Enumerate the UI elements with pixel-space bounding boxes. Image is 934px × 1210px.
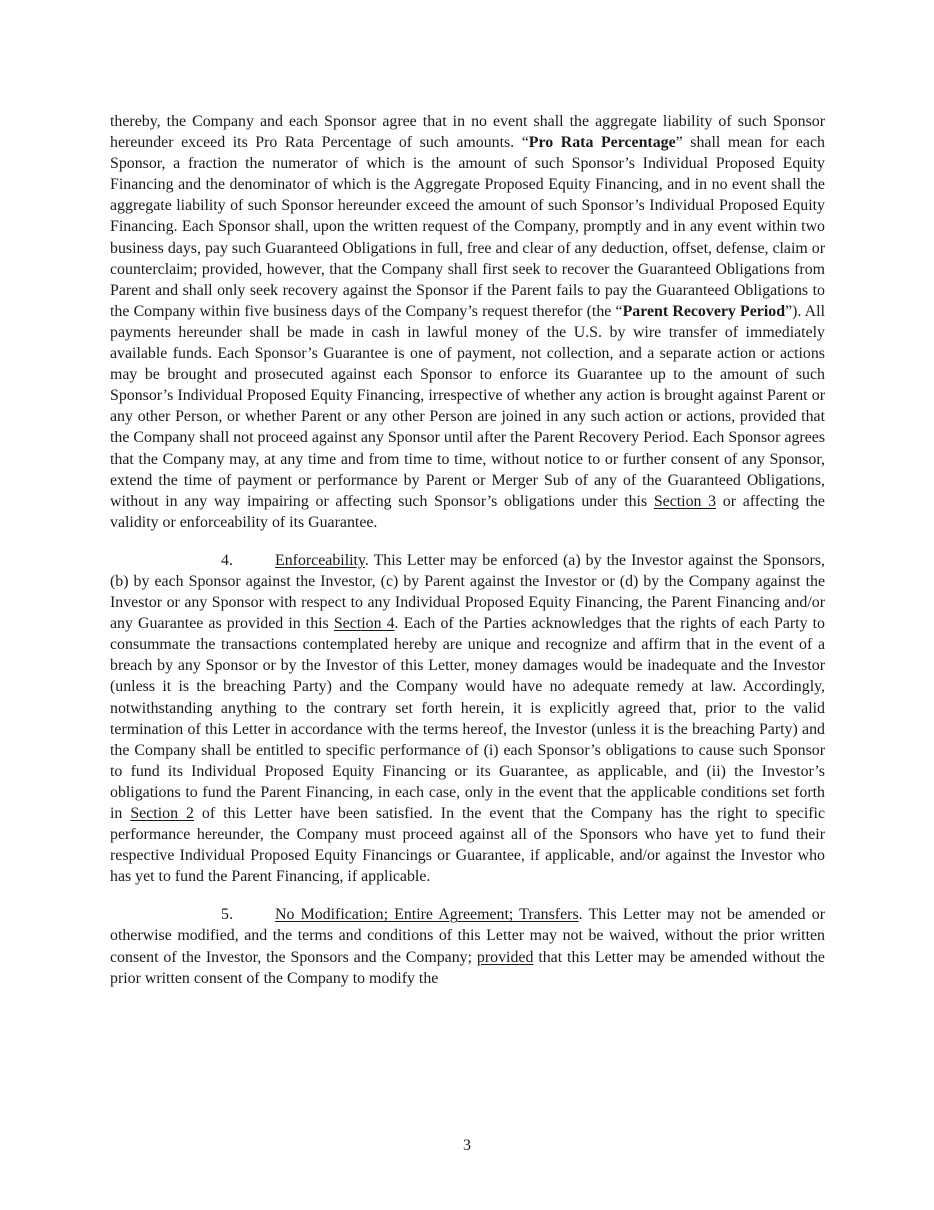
section-reference: Section 4 (333, 615, 395, 633)
paragraph-guarantee-continued (110, 111, 825, 533)
text-run: . This Letter may be enforced (a) by the Investor against the Sponsors, (b) by each Sponsor against the Investor, (c) by Parent against the Investor or (d) by the Company against the Investor or any Sponsor with respect to any Individual Proposed Equity Financing, the Parent Financing and/or any Guarantee as provided in this (110, 551, 825, 633)
text-run: that this Letter may be amended without the prior written consent of the Company to modify the (110, 948, 825, 987)
section-5-paragraph (110, 904, 825, 988)
text-run: ” shall mean for each Sponsor, a fraction the numerator of which is the amount of such Sponsor’s Individual Proposed Equity Financing and the denominator of which is the Aggregate Proposed Equity Financing, and in no event shall the aggregate liability of such Sponsor hereunder exceed the amount of such Sponsor’s Individual Proposed Equity Financing. Each Sponsor shall, upon the written request of the Company, promptly and in any event within two business days, pay such Guaranteed Obligations in full, free and clear of any deduction, offset, defense, claim or counterclaim; provided, however, that the Company shall first seek to recover the Guaranteed Obligations from Parent and shall only seek recovery against the Sponsor if the Parent fails to pay the Guaranteed Obligations to the Company within five business days of the Company’s request therefor (the “ (110, 134, 825, 320)
text-run: thereby, the Company and each Sponsor agree that in no event shall the aggregate liability of such Sponsor hereunder exceed its Pro Rata Percentage of such amounts. “ (110, 113, 825, 152)
section-4-paragraph (110, 550, 825, 888)
section-number: 4. (221, 551, 233, 569)
text-run: ”). All payments hereunder shall be made in cash in lawful money of the U.S. by wire transfer of immediately available funds. Each Sponsor’s Guarantee is one of payment, not collection, and a separate action or actions may be brought and prosecuted against each Sponsor to enforce its Guarantee up to the amount of such Sponsor’s Individual Proposed Equity Financing, irrespective of whether any action is brought against Parent or any other Person, or whether Parent or any other Person are joined in any such action or actions, provided that the Company shall not proceed against any Sponsor until after the Parent Recovery Period. Each Sponsor agrees that the Company may, at any time and from time to time, without notice to or further consent of any Sponsor, extend the time of payment or performance by Parent or Merger Sub of any of the Guaranteed Obligations, without in any way impairing or affecting such Sponsor’s obligations under this (110, 302, 825, 510)
section-number: 5. (221, 906, 233, 924)
section-reference: Section 2 (130, 805, 194, 822)
section-heading: Enforceability (275, 551, 365, 569)
proviso-term: provided (476, 948, 534, 966)
text-run: or affecting the validity or enforceability of its Guarantee. (110, 492, 825, 531)
defined-term-pro-rata-percentage: Pro Rata Percentage (528, 134, 676, 152)
section-reference: Section 3 (653, 492, 717, 510)
document-body (110, 111, 825, 989)
text-run: of this Letter have been satisfied. In the event that the Company has the right to specific performance hereunder, the Company must proceed against all of the Sponsors who have yet to fund their respective Individual Proposed Equity Financings or Guarantee, if applicable, and/or against the Investor who has yet to fund the Parent Financing, if applicable. (110, 805, 825, 886)
page-number: 3 (463, 1137, 471, 1154)
defined-term-parent-recovery-period: Parent Recovery Period (622, 302, 786, 320)
text-run: . Each of the Parties acknowledges that the rights of each Party to consummate the transactions contemplated hereby are unique and recognize and affirm that in the event of a breach by any Sponsor or by the Investor of this Letter, money damages would be inadequate and the Investor (unless it is the breaching Party) and the Company would have no adequate remedy at law. Accordingly, notwithstanding anything to the contrary set forth herein, it is explicitly agreed that, prior to the valid termination of this Letter in accordance with the terms hereof, the Investor (unless it is the breaching Party) and the Company shall be entitled to specific performance of (i) each Sponsor’s obligations to cause such Sponsor to fund its Individual Proposed Equity Financing or its Guarantee, as applicable, and (ii) the Investor’s obligations to fund the Parent Financing, in each case, only in the event that the applicable conditions set forth in (110, 615, 825, 822)
text-run: . This Letter may not be amended or otherwise modified, and the terms and conditions of this Letter may not be waived, without the prior written consent of the Investor, the Sponsors and the Company; (110, 906, 825, 966)
section-heading: No Modification; Entire Agreement; Transfers (275, 906, 579, 924)
